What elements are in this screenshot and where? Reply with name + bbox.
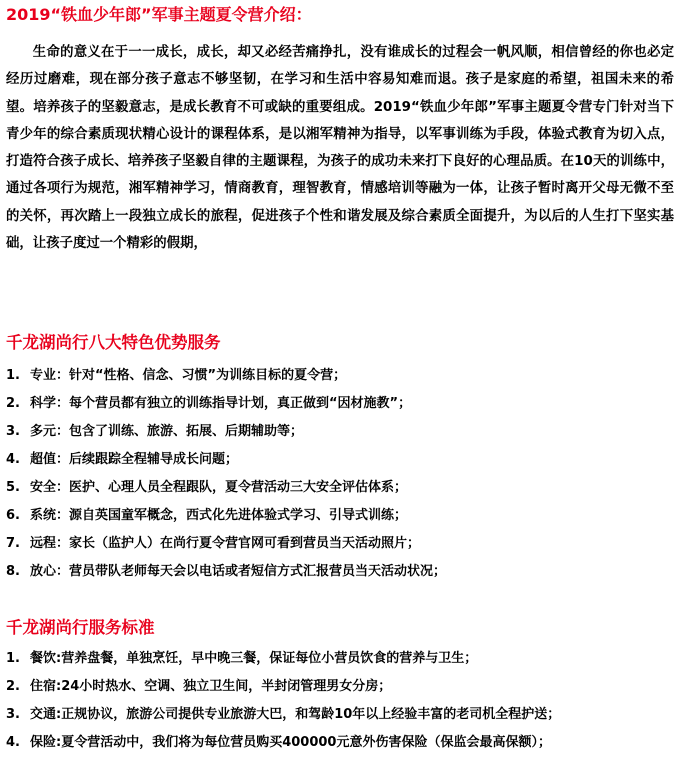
item-text: 餐饮:营养盘餐，单独烹饪，早中晚三餐，保证每位小营员饮食的营养与卫生； (30, 651, 478, 666)
item-text: 科学：每个营员都有独立的训练指导计划，真正做到“因材施教”； (30, 396, 412, 411)
list-item (6, 474, 674, 502)
list-item (6, 502, 674, 530)
standards-list (6, 645, 674, 757)
list-item (6, 558, 674, 586)
page-title: 2019“铁血少年郎”军事主题夏令营介绍： (6, 5, 312, 24)
list-item (6, 362, 674, 390)
item-number: 1. (6, 651, 20, 666)
item-number: 1. (6, 368, 20, 383)
standards-heading: 千龙湖尚行服务标准 (6, 618, 155, 637)
item-number: 4. (6, 735, 20, 750)
item-text: 交通:正规协议，旅游公司提供专业旅游大巴，和驾龄10年以上经验丰富的老司机全程护送； (30, 707, 561, 722)
advantages-list (6, 362, 674, 586)
item-text: 超值：后续跟踪全程辅导成长问题； (30, 452, 239, 467)
item-text: 多元：包含了训练、旅游、拓展、后期辅助等； (30, 424, 304, 439)
item-number: 7. (6, 536, 20, 551)
item-number: 4. (6, 452, 20, 467)
list-item (6, 418, 674, 446)
item-text: 住宿:24小时热水、空调、独立卫生间，半封闭管理男女分房； (30, 679, 392, 694)
item-number: 6. (6, 508, 20, 523)
advantages-heading: 千龙湖尚行八大特色优势服务 (6, 333, 221, 352)
item-number: 2. (6, 679, 20, 694)
list-item (6, 446, 674, 474)
list-item (6, 530, 674, 558)
item-text: 专业：针对“性格、信念、习惯”为训练目标的夏令营； (30, 368, 347, 383)
item-number: 3. (6, 707, 20, 722)
item-number: 3. (6, 424, 20, 439)
item-text: 安全：医护、心理人员全程跟队，夏令营活动三大安全评估体系； (30, 480, 408, 495)
item-text: 远程：家长（监护人）在尚行夏令营官网可看到营员当天活动照片； (30, 536, 421, 551)
item-number: 2. (6, 396, 20, 411)
item-text: 保险:夏令营活动中，我们将为每位营员购买400000元意外伤害保险（保监会最高保额）； (30, 735, 551, 750)
item-number: 8. (6, 564, 20, 579)
list-item (6, 645, 674, 673)
item-number: 5. (6, 480, 20, 495)
list-item (6, 673, 674, 701)
list-item (6, 390, 674, 418)
item-text: 放心：营员带队老师每天会以电话或者短信方式汇报营员当天活动状况； (30, 564, 447, 579)
item-text: 系统：源自英国童军概念，西式化先进体验式学习、引导式训练； (30, 508, 408, 523)
list-item (6, 701, 674, 729)
intro-paragraph: 生命的意义在于一一成长，成长，却又必经苦痛挣扎，没有谁成长的过程会一帆风顺，相信曾经的你也必定经历过磨难，现在部分孩子意志不够坚韧，在学习和生活中容易知难而退。孩子是家庭的希望，祖国未来的希望。培养孩子的坚毅意志，是成长教育不可或缺的重要组成。2019“铁血少年郎”军事主题夏令营专门针对当下青少年的综合素质现状精心设计的课程体系，是以湘军精神为指导，以军事训练为手段，体验式教育为切入点，打造符合孩子成长、培养孩子坚毅自律的主题课程，为孩子的成功未来打下良好的心理品质。在10天的训练中，通过各项行为规范，湘军精神学习，情商教育，理智教育，情感培训等融为一体，让孩子暂时离开父母无微不至的关怀，再次踏上一段独立成长的旅程，促进孩子个性和谐发展及综合素质全面提升，为以后的人生打下坚实基础，让孩子度过一个精彩的假期， (6, 45, 674, 252)
